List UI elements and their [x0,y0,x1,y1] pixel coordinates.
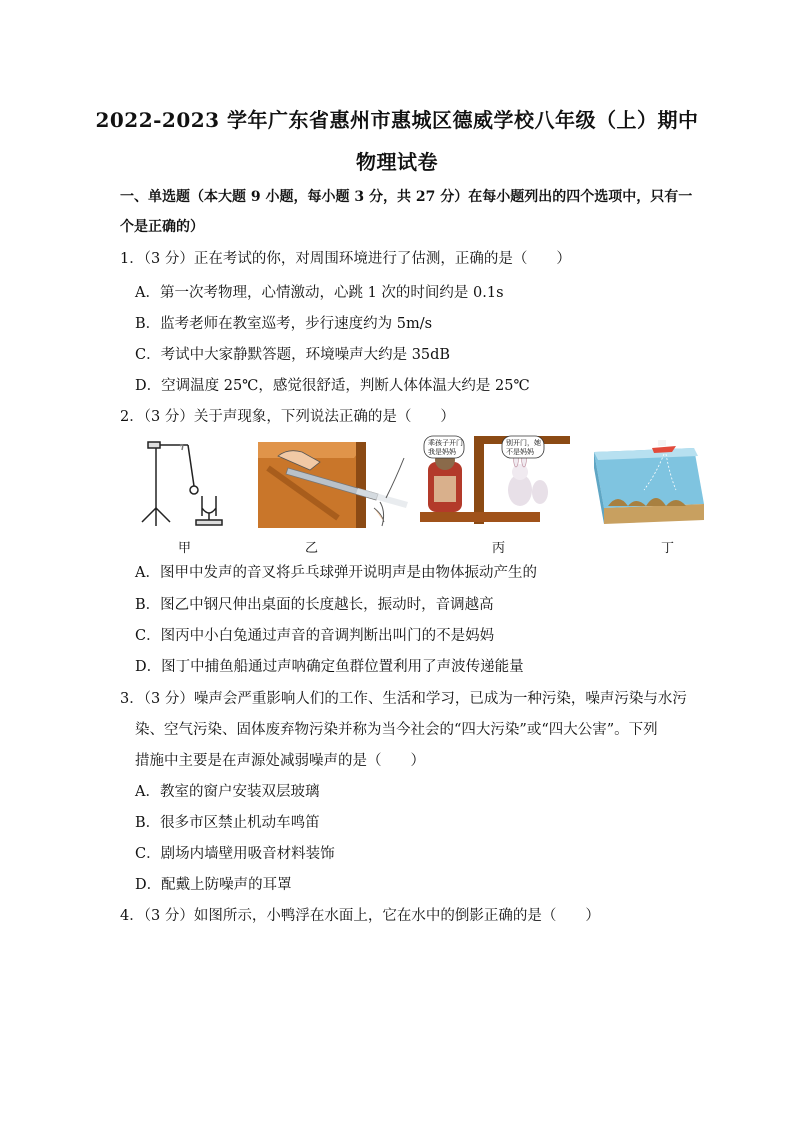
question-stem: （3 分）正在考试的你，对周围环境进行了估测，正确的是（ ） [143,251,571,267]
option-3c: C．剧场内墙壁用吸音材料装饰 [135,846,335,862]
option-2a: A．图甲中发声的音叉将乒乓球弹开说明声是由物体振动产生的 [135,565,537,581]
question-number: 4． [120,908,144,924]
option-3b: B．很多市区禁止机动车鸣笛 [135,815,320,831]
question-1 [120,247,571,268]
bubble-left-line1: 乖孩子开门 [428,439,463,447]
section-header-line1: 一、单选题（本大题 9 小题，每小题 3 分，共 27 分）在每小题列出的四个选项中，只有一 [120,189,693,205]
figure-label-jia: 甲 [178,541,192,556]
option-1a: A．第一次考物理，心情激动，心跳 1 次的时间约是 0.1s [135,285,504,301]
question-stem: （3 分）关于声现象，下列说法正确的是（ ） [143,409,455,425]
option-1c: C．考试中大家静默答题，环境噪声大约是 35dB [135,347,451,363]
question-3-line2: 染、空气污染、固体废弃物污染并称为当今社会的“四大污染”或“四大公害”。下列 [135,722,658,738]
section-header-line2: 个是正确的） [120,219,204,235]
figure-jia-tuning-fork [136,436,236,528]
figure-label-ding: 丁 [661,541,675,556]
exam-title-line2: 物理试卷 [356,150,438,174]
question-3 [120,687,687,708]
question-2 [120,405,455,426]
question-number: 3． [120,691,144,707]
figure-ding-sonar [594,434,704,524]
figure-bing-cartoon [420,432,570,527]
bubble-left-line2: 我是妈妈 [428,448,456,456]
question-3-line3: 措施中主要是在声源处减弱噪声的是（ ） [135,753,425,769]
option-1b: B．监考老师在教室巡考，步行速度约为 5m/s [135,316,433,332]
question-4 [120,904,600,925]
exam-title-line1: 2022-2023 学年广东省惠州市惠城区德威学校八年级（上）期中 [95,108,699,132]
option-1d: D．空调温度 25℃，感觉很舒适，判断人体体温大约是 25℃ [135,378,530,394]
option-3a: A．教室的窗户安装双层玻璃 [135,784,320,800]
option-3d: D．配戴上防噪声的耳罩 [135,877,292,893]
question-stem-line1: （3 分）噪声会严重影响人们的工作、生活和学习，已成为一种污染，噪声污染与水污 [143,691,687,707]
question-number: 1． [120,251,144,267]
figure-label-bing: 丙 [492,541,506,556]
option-2c: C．图丙中小白兔通过声音的音调判断出叫门的不是妈妈 [135,628,495,644]
option-2d: D．图丁中捕鱼船通过声呐确定鱼群位置利用了声波传递能量 [135,659,524,675]
figure-yi-ruler [258,438,413,528]
figure-label-yi: 乙 [305,541,319,556]
option-2b: B．图乙中钢尺伸出桌面的长度越长，振动时，音调越高 [135,597,494,613]
question-stem: （3 分）如图所示，小鸭浮在水面上，它在水中的倒影正确的是（ ） [143,908,600,924]
bubble-right-line1: 别开门，她 [506,439,541,447]
bubble-right-line2: 不是妈妈 [506,448,534,456]
question-number: 2． [120,409,144,425]
